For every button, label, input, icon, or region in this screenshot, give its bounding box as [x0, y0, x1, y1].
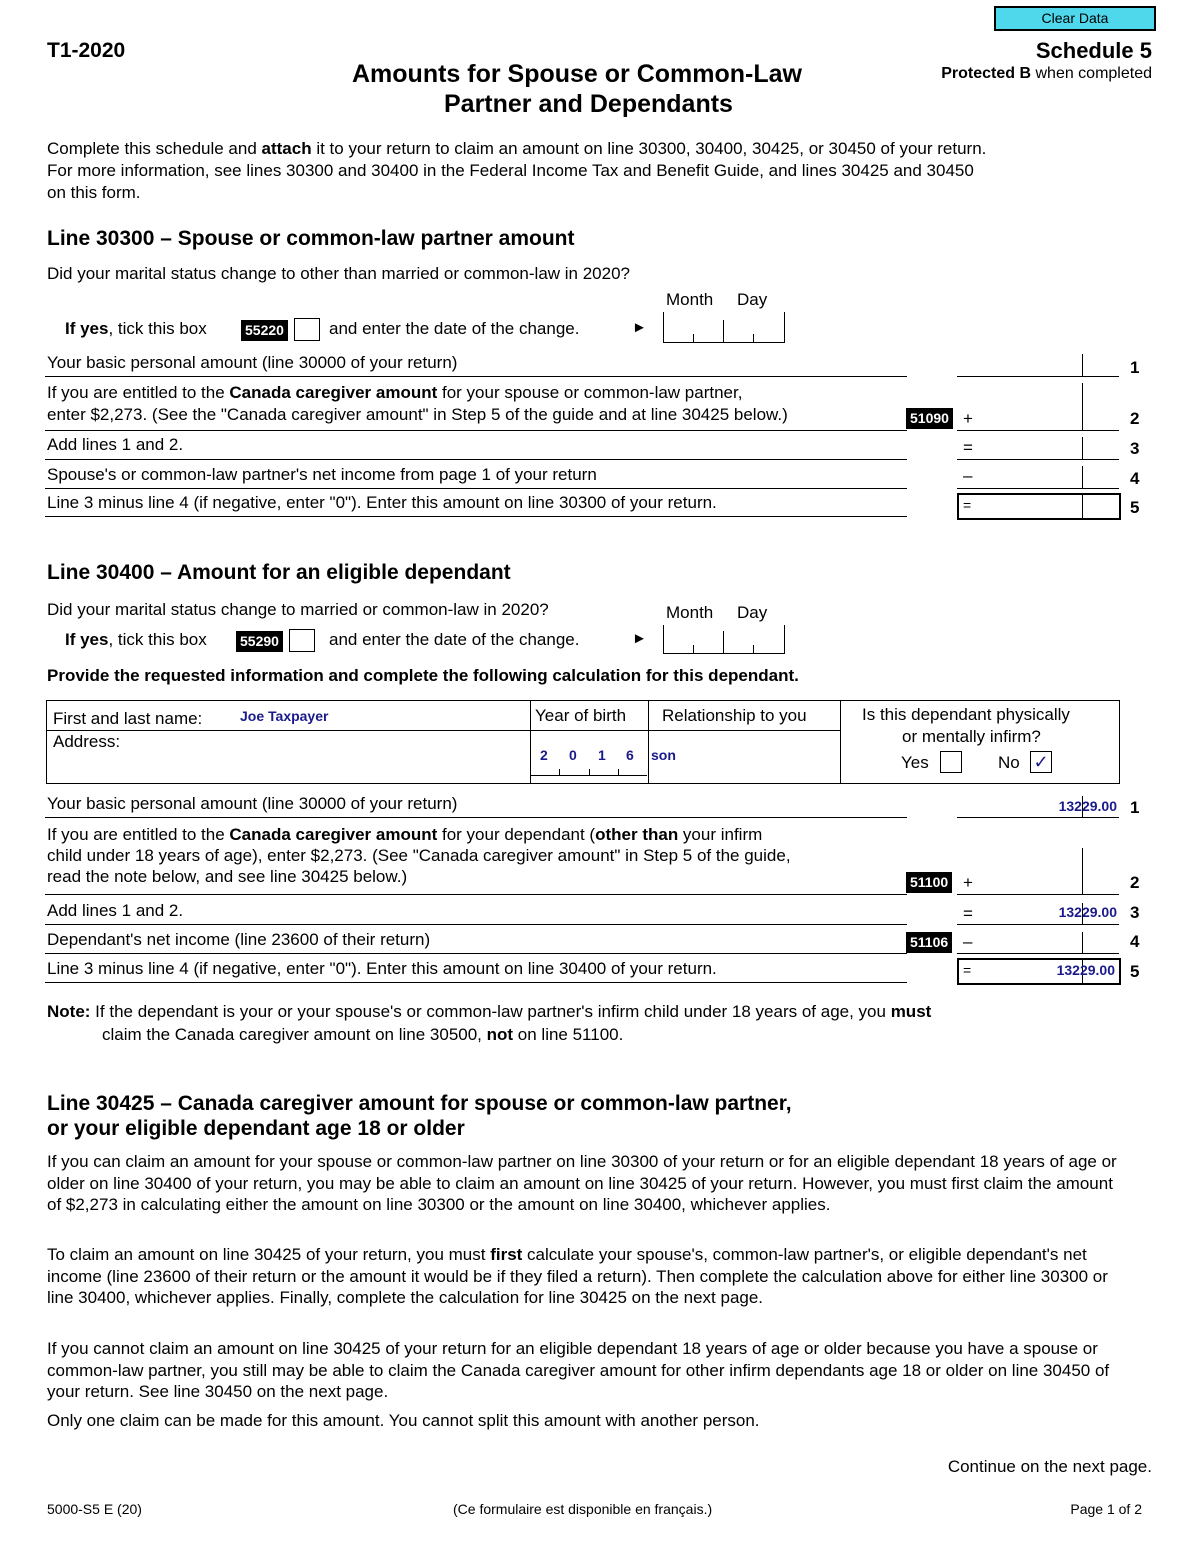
s2-line-num-5: 5: [1130, 962, 1140, 981]
s1-line-num-1: 1: [1130, 358, 1140, 377]
s1-amount-4[interactable]: [957, 488, 1119, 489]
note-must: must: [890, 1002, 932, 1021]
year-digit-2: 0: [569, 747, 577, 763]
s1-row3-op: =: [963, 438, 973, 457]
year-digit-3: 1: [598, 747, 606, 763]
s2-row5-text: Line 3 minus line 4 (if negative, enter "0"). Enter this amount on line 30400 of your return.: [47, 959, 717, 978]
s2-line-num-2: 2: [1130, 873, 1140, 892]
s1-row5-op: =: [963, 497, 972, 513]
protected-rest: when completed: [1035, 65, 1152, 82]
ifyes-30300: [65, 319, 207, 339]
address-label: Address:: [53, 732, 121, 751]
s2-line-num-3: 3: [1130, 903, 1140, 922]
code-51100: 51100: [906, 872, 952, 893]
p2-first: first: [490, 1245, 523, 1264]
note-line1: [47, 1002, 931, 1022]
relationship-input[interactable]: son: [651, 747, 676, 763]
s2-line-num-4: 4: [1130, 932, 1140, 951]
note-not: not: [486, 1025, 514, 1044]
s2-row4-op: –: [963, 932, 973, 951]
note-text-c: on line 51100.: [513, 1025, 624, 1044]
section-30425-para-3: If you cannot claim an amount on line 30425 of your return for an eligible dependant 18 years of age or older because you have a spouse or common-law partner, you still may be able to claim the Canada caregiver amount for other infirm dependants age 18 or older on line 30450 of your return. See line 30450 on the next page.: [47, 1339, 1110, 1401]
s1-line-num-2: 2: [1130, 409, 1140, 428]
infirm-yes-label: Yes: [901, 753, 929, 772]
section-30425-heading-2: or your eligible dependant age 18 or older: [47, 1117, 465, 1140]
s2-amount-5: 13229.00: [1056, 962, 1115, 978]
note-text-b: claim the Canada caregiver amount on line 30500,: [102, 1025, 487, 1044]
day-label: Day: [737, 290, 768, 309]
s1-row2-plain-b: for your spouse or common-law partner,: [437, 383, 743, 402]
s1-line-num-3: 3: [1130, 439, 1140, 458]
name-label: First and last name:: [53, 709, 203, 728]
s2-row2-text-a: [47, 825, 762, 845]
date-change-text-2: and enter the date of the change.: [329, 630, 580, 649]
relationship-label: Relationship to you: [662, 706, 807, 725]
s1-line-num-4: 4: [1130, 469, 1140, 488]
s2-row3-text: Add lines 1 and 2.: [47, 901, 184, 920]
date-input-30300[interactable]: [663, 312, 785, 343]
page-number: Page 1 of 2: [1070, 1501, 1142, 1517]
s1-row4-text: Spouse's or common-law partner's net income from page 1 of your return: [47, 465, 597, 484]
s2-row2-plain: If you are entitled to the: [47, 825, 230, 844]
clear-data-button[interactable]: Clear Data: [994, 6, 1156, 31]
s1-amount-1[interactable]: [957, 376, 1119, 377]
infirm-yes-checkbox[interactable]: [940, 751, 962, 773]
s1-row1-text: Your basic personal amount (line 30000 of your return): [47, 353, 458, 372]
code-55220: 55220: [241, 320, 288, 341]
note-line2: [102, 1025, 623, 1045]
s2-amount-4[interactable]: [957, 953, 1119, 954]
p2-text-b: calculate your spouse's, common-law partner's, or eligible dependant's net income (line 23600 of their return or the amount it would be if they filed a return). Then complete the calculation above for either line 30300 or line 30400, whichever applies. Finally, complete the calculation for line 30425 on the next page.: [47, 1245, 1108, 1307]
s2-row2-text3: read the note below, and see line 30425 below.): [47, 867, 408, 886]
page-title-line2: Partner and Dependants: [444, 90, 733, 118]
s2-row1-text: Your basic personal amount (line 30000 of your return): [47, 794, 458, 813]
ifyes-bold-2: If yes: [65, 630, 109, 649]
section-30300-heading: Line 30300 – Spouse or common-law partner amount: [47, 227, 575, 250]
s2-row2-bold: Canada caregiver amount: [229, 825, 438, 844]
s1-row3-text: Add lines 1 and 2.: [47, 435, 184, 454]
arrow-icon-2: ►: [632, 630, 647, 647]
section-30425-para-4: Only one claim can be made for this amount. You cannot split this amount with another person.: [47, 1411, 760, 1430]
tick-box-55290[interactable]: [289, 629, 315, 652]
s2-row5-op: =: [963, 962, 972, 978]
month-label-2: Month: [666, 603, 714, 622]
infirm-question-1: Is this dependant physically: [862, 705, 1070, 724]
continue-next-page: Continue on the next page.: [947, 1457, 1152, 1476]
intro-line1: [47, 139, 986, 159]
s1-line-num-5: 5: [1130, 498, 1140, 517]
s1-row2-text2: enter $2,273. (See the "Canada caregiver amount" in Step 5 of the guide and at line 30425 below.): [47, 405, 788, 424]
s2-row2-plain-b: for your dependant (: [437, 825, 596, 844]
note-text-a: If the dependant is your or your spouse's or common-law partner's infirm child under 18 years of age, you: [90, 1002, 891, 1021]
s1-row2-op: +: [963, 409, 973, 428]
s2-amount-2[interactable]: [957, 894, 1119, 895]
p2-text-a: To claim an amount on line 30425 of your return, you must: [47, 1245, 491, 1264]
form-id: T1-2020: [47, 39, 126, 62]
date-input-30400[interactable]: [663, 625, 785, 654]
infirm-no-checkbox[interactable]: ✓: [1030, 751, 1052, 773]
infirm-no-label: No: [998, 753, 1020, 772]
infirm-question-2: or mentally infirm?: [902, 727, 1041, 746]
intro-line3: on this form.: [47, 183, 141, 202]
section-30400-question: Did your marital status change to married or common-law in 2020?: [47, 600, 549, 619]
day-label-2: Day: [737, 603, 768, 622]
s1-row5-text: Line 3 minus line 4 (if negative, enter "0"). Enter this amount on line 30300 of your return.: [47, 493, 717, 512]
s1-row2-bold: Canada caregiver amount: [229, 383, 438, 402]
s2-row3-op: =: [963, 904, 973, 923]
section-30425-heading-1: Line 30425 – Canada caregiver amount for spouse or common-law partner,: [47, 1092, 792, 1115]
year-of-birth-label: Year of birth: [535, 706, 627, 725]
section-30300-question: Did your marital status change to other than married or common-law in 2020?: [47, 264, 631, 283]
form-code: 5000-S5 E (20): [47, 1501, 142, 1517]
provide-info-text: Provide the requested information and complete the following calculation for this dependant.: [47, 666, 799, 685]
code-55290: 55290: [236, 631, 283, 652]
month-label: Month: [666, 290, 714, 309]
date-change-text: and enter the date of the change.: [329, 319, 580, 338]
s2-amount-3[interactable]: 13229.00: [1058, 904, 1117, 920]
s2-row4-text: Dependant's net income (line 23600 of their return): [47, 930, 431, 949]
tick-box-55220[interactable]: [294, 318, 320, 341]
s1-amount-3[interactable]: [957, 459, 1119, 460]
name-input[interactable]: Joe Taxpayer: [240, 708, 329, 724]
section-30425-para-2: [47, 1244, 1122, 1309]
s2-line-num-1: 1: [1130, 798, 1140, 817]
s2-row2-op: +: [963, 873, 973, 892]
page-title-line1: Amounts for Spouse or Common-Law: [352, 60, 802, 88]
s1-amount-2[interactable]: [957, 430, 1119, 431]
s2-row2-bold2: other than: [595, 825, 679, 844]
ifyes-30400: [65, 630, 207, 650]
french-availability: (Ce formulaire est disponible en français.): [453, 1501, 713, 1517]
ifyes-rest: , tick this box: [108, 319, 207, 338]
ifyes-rest-2: , tick this box: [108, 630, 207, 649]
section-30400-heading: Line 30400 – Amount for an eligible dependant: [47, 561, 511, 584]
arrow-icon: ►: [632, 319, 647, 336]
protected-b: Protected B: [941, 65, 1032, 82]
s1-row2-plain: If you are entitled to the: [47, 383, 230, 402]
protected-label: [941, 65, 1152, 83]
section-30425-para-1: If you can claim an amount for your spouse or common-law partner on line 30300 of your return or for an eligible dependant 18 years of age or older on line 30400 of your return, you may be able to claim an amount on line 30425 of your return. However, you must first claim the amount of $2,273 in calculating either the amount on line 30300 or the amount on line 30400, whichever applies.: [47, 1152, 1117, 1214]
s1-row4-op: –: [963, 466, 973, 485]
s1-row2-text-a: [47, 383, 742, 403]
s2-row2-plain-c: your infirm: [678, 825, 763, 844]
year-digit-4: 6: [626, 747, 634, 763]
s2-row2-text2: child under 18 years of age), enter $2,273. (See "Canada caregiver amount" in Step 5 of the guide,: [47, 846, 791, 865]
code-51106: 51106: [906, 932, 952, 953]
intro-attach: attach: [261, 139, 312, 158]
note-label: Note:: [47, 1002, 91, 1021]
s2-amount-1[interactable]: 13229.00: [1058, 798, 1117, 814]
intro-text-b: it to your return to claim an amount on line 30300, 30400, 30425, or 30450 of your return.: [311, 139, 987, 158]
ifyes-bold: If yes: [65, 319, 109, 338]
s1-amount-5[interactable]: [957, 493, 1121, 520]
year-digit-1: 2: [540, 747, 548, 763]
schedule-label: Schedule 5: [1035, 38, 1152, 63]
year-of-birth-input[interactable]: [531, 740, 647, 780]
intro-text: Complete this schedule and: [47, 139, 262, 158]
intro-line2: For more information, see lines 30300 and 30400 in the Federal Income Tax and Benefit Guide, and lines 30425 and 30450: [47, 161, 974, 180]
code-51090: 51090: [906, 408, 953, 429]
